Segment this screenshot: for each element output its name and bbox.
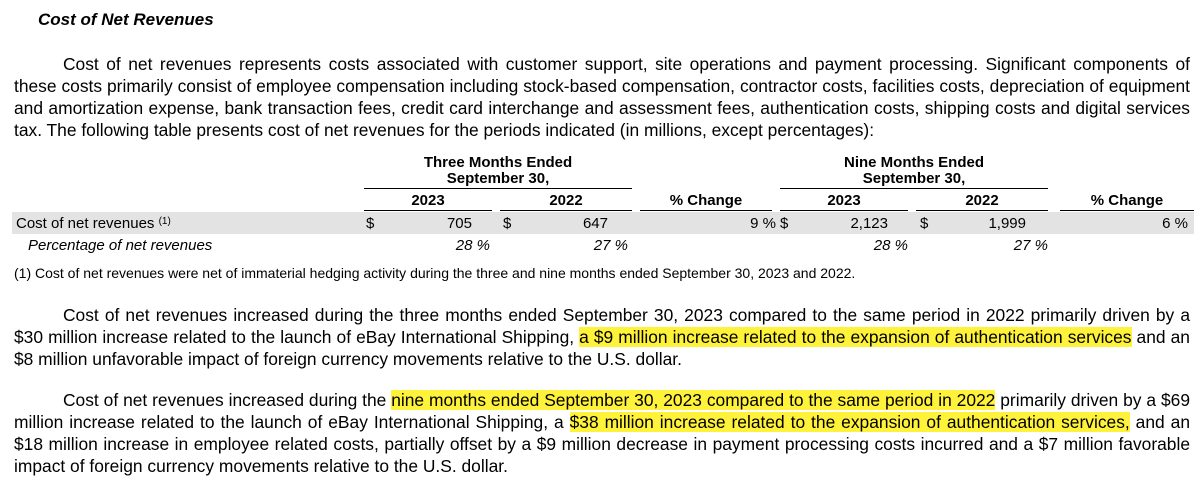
cell-n-2023: 2,123 bbox=[850, 215, 888, 232]
cell-q-2023-pct: 28 % bbox=[455, 237, 490, 254]
row-label-percentage: Percentage of net revenues bbox=[28, 237, 213, 254]
para2-text-a: Cost of net revenues increased during the three months ended September 30, 2023 compared to the same period in 2022 primarily driven by a $30 million increase related to the launch of eBay International Shipping, bbox=[14, 305, 1190, 347]
col-header-change: % Change bbox=[669, 192, 743, 209]
col-underline bbox=[780, 210, 908, 211]
cell-n-change: 6 % bbox=[1162, 215, 1188, 232]
col-underline bbox=[500, 210, 632, 211]
footnote-ref: (1) bbox=[158, 216, 171, 227]
group-three-months-line1: Three Months Ended bbox=[423, 154, 573, 171]
section-heading: Cost of Net Revenues bbox=[38, 10, 214, 29]
dollar-sign: $ bbox=[780, 215, 789, 232]
nine-months-paragraph bbox=[14, 389, 1190, 477]
col-header-2023: 2023 bbox=[411, 192, 445, 209]
col-header-change: % Change bbox=[1090, 192, 1164, 209]
three-months-paragraph bbox=[14, 304, 1190, 370]
col-header-2022: 2022 bbox=[549, 192, 583, 209]
cell-q-2022-pct: 27 % bbox=[593, 237, 628, 254]
col-underline bbox=[640, 210, 772, 211]
col-underline bbox=[1060, 210, 1194, 211]
table-footnote: (1) Cost of net revenues were net of immaterial hedging activity during the three and nine months ended September 30, 2023 and 2022. bbox=[14, 265, 856, 281]
para3-text-a: Cost of net revenues increased during the bbox=[63, 390, 392, 410]
para3-text-e: and an $18 million increase in employee related costs, partially offset by a $9 million decrease in payment processing costs incurred and a $7 million favorable impact of foreign currency movements relative to the U.S. dollar. bbox=[14, 412, 1190, 476]
para2-text-c: and an $8 million unfavorable impact of foreign currency movements relative to the U.S. dollar. bbox=[14, 327, 1190, 369]
dollar-sign: $ bbox=[366, 215, 375, 232]
cell-n-2022-pct: 27 % bbox=[1013, 237, 1048, 254]
col-header-2022: 2022 bbox=[965, 192, 999, 209]
para2-highlight: a $9 million increase related to the expansion of authentication services bbox=[579, 327, 1132, 347]
col-underline bbox=[916, 210, 1048, 211]
cell-q-2023: 705 bbox=[446, 215, 472, 232]
cell-q-change: 9 % bbox=[750, 215, 776, 232]
para3-highlight-1: nine months ended September 30, 2023 compared to the same period in 2022 bbox=[391, 390, 996, 410]
row-label-cost-of-net-revenues: Cost of net revenues $^{(1)}$ bbox=[16, 215, 171, 232]
group-underline bbox=[364, 188, 632, 189]
group-three-months-line2: September 30, bbox=[446, 170, 550, 187]
col-underline bbox=[364, 210, 492, 211]
cell-n-2022: 1,999 bbox=[988, 215, 1026, 232]
para3-text-c: primarily driven by a $69 million increase related to the launch of eBay International Shipping, a bbox=[14, 390, 1190, 432]
intro-text: Cost of net revenues represents costs associated with customer support, site operations and payment processing. Significant components of these costs primarily consist of employee compensation including stock-based compensation, contractor costs, facilities costs, depreciation of equipment and amortization expense, bank transaction fees, credit card interchange and assessment fees, authentication costs, shipping costs and digital services tax. The following table presents cost of net revenues for the periods indicated (in millions, except percentages): bbox=[14, 54, 1190, 140]
col-header-2023: 2023 bbox=[827, 192, 861, 209]
group-nine-months-line1: Nine Months Ended bbox=[844, 154, 984, 171]
cell-n-2023-pct: 28 % bbox=[873, 237, 908, 254]
cell-q-2022: 647 bbox=[582, 215, 608, 232]
dollar-sign: $ bbox=[503, 215, 512, 232]
para3-highlight-2: $38 million increase related to the expansion of authentication services, bbox=[569, 412, 1130, 432]
group-underline bbox=[780, 188, 1048, 189]
dollar-sign: $ bbox=[920, 215, 929, 232]
group-nine-months-line2: September 30, bbox=[862, 170, 966, 187]
